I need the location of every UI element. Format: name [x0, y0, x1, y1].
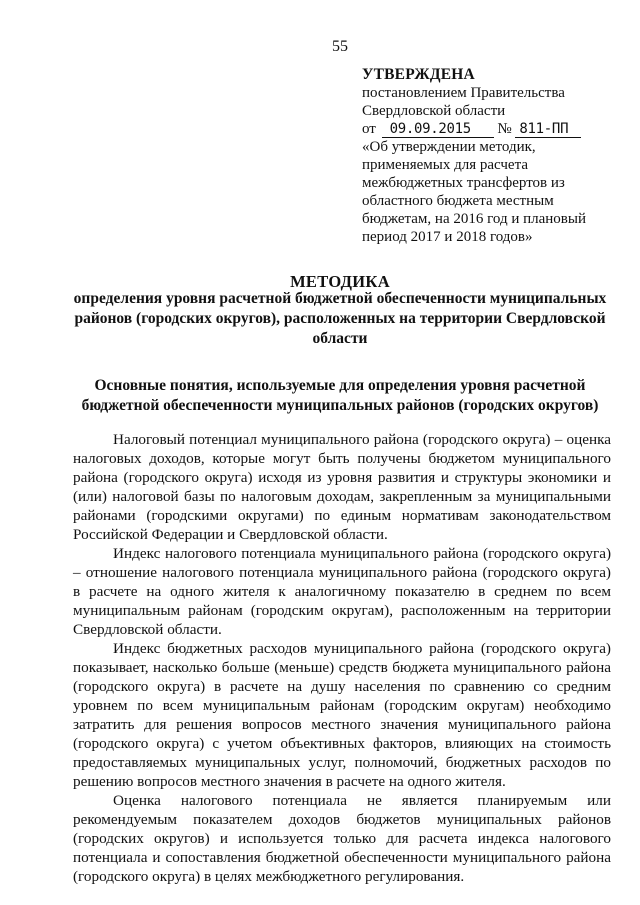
paragraph: Налоговый потенциал муниципального района (городского округа) – оценка налоговых доходов, которые могут быть получены бюджетом муниципального района (городского округа) исходя из уровня развития и структуры экономики и (или) налоговой базы по налоговым доходам, закрепленным за муниципальными районами (городскими округами) по единым нормативам законодательством Российской Федерации и Свердловской области.	[73, 431, 611, 543]
approval-date-line	[362, 120, 622, 138]
approval-line-1: постановлением Правительства	[362, 85, 565, 101]
document-subtitle: определения уровня расчетной бюджетной обеспеченности муниципальных районов (городских округов), расположенных на территории Свердловской области	[73, 290, 607, 347]
approval-subject-line: межбюджетных трансфертов из	[362, 175, 565, 191]
handwritten-date: 09.09.2015	[382, 121, 494, 138]
date-prefix: от	[362, 121, 376, 137]
paragraph: Индекс налогового потенциала муниципального района (городского округа) – отношение налогового потенциала муниципального района (городского округа) в расчете на одного жителя к аналогичному показателю в среднем по всем муниципальным районам (городским округам), расположенным на территории Свердловской области.	[73, 545, 611, 638]
paragraph: Индекс бюджетных расходов муниципального района (городского округа) показывает, насколько больше (меньше) средств бюджета муниципального района (городского округа) в расчете на душу населения по сравнению со средним уровнем по всем муниципальным районам (городским округам) необходимо затратить для решения вопросов местного значения муниципального района (городского округа) с учетом объективных факторов, влияющих на стоимость предоставляемых муниципальных услуг, полномочий, бюджетных расходов по решению вопросов местного значения в расчете на одного жителя.	[73, 640, 611, 790]
section-heading: Основные понятия, используемые для определения уровня расчетной бюджетной обеспеченности муниципальных районов (городских округов)	[81, 377, 599, 414]
number-prefix: №	[497, 121, 512, 137]
approval-heading: УТВЕРЖДЕНА	[362, 66, 475, 83]
approval-line-2: Свердловской области	[362, 103, 506, 119]
approval-subject-line: период 2017 и 2018 годов»	[362, 229, 533, 245]
document-title: МЕТОДИКА	[290, 272, 390, 291]
approval-subject-line: применяемых для расчета	[362, 157, 528, 173]
page-number: 55	[332, 38, 348, 55]
approval-block	[362, 66, 622, 246]
paragraph: Оценка налогового потенциала не является планируемым или рекомендуемым показателем доходов бюджетов муниципальных районов (городских округов) и используется только для расчета индекса налогового потенциала и сопоставления бюджетной обеспеченности муниципального района (городского округа) в целях межбюджетного регулирования.	[73, 792, 611, 885]
body-text	[73, 430, 611, 886]
approval-subject-line: областного бюджета местным	[362, 193, 554, 209]
approval-subject-line: «Об утверждении методик,	[362, 139, 536, 155]
approval-subject-line: бюджетам, на 2016 год и плановый	[362, 211, 586, 227]
handwritten-number: 811-ПП	[515, 121, 581, 138]
